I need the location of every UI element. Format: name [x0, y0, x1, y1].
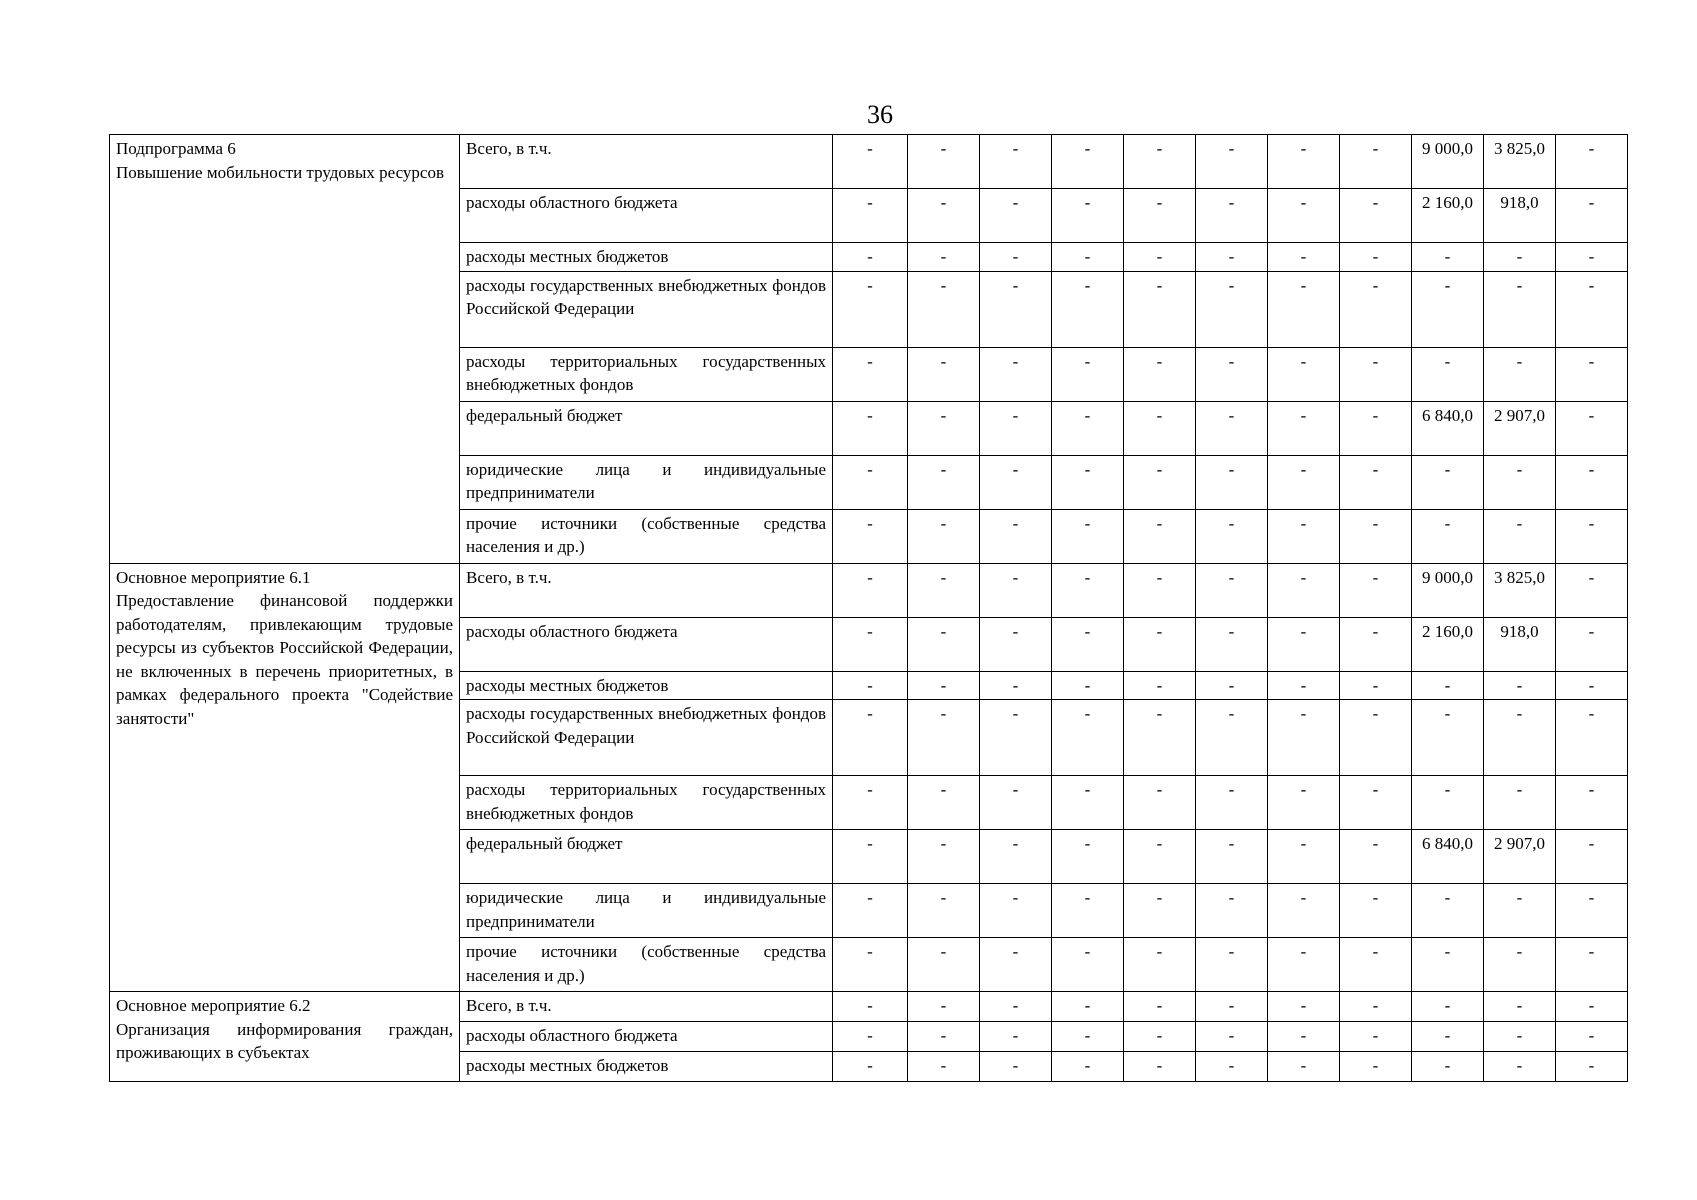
value-cell: -: [833, 938, 908, 992]
value-cell: -: [1052, 509, 1124, 563]
value-cell: -: [1196, 617, 1268, 671]
value-cell: -: [1124, 671, 1196, 700]
value-cell: -: [1268, 830, 1340, 884]
funding-source-cell: федеральный бюджет: [460, 401, 833, 455]
value-cell: -: [1268, 776, 1340, 830]
value-cell: -: [1268, 347, 1340, 401]
value-cell: -: [980, 1052, 1052, 1082]
value-cell: -: [1340, 830, 1412, 884]
value-cell: -: [1052, 830, 1124, 884]
value-cell: -: [833, 617, 908, 671]
value-cell: -: [1124, 563, 1196, 617]
value-cell: -: [833, 563, 908, 617]
value-cell: -: [1412, 271, 1484, 347]
value-cell: -: [980, 938, 1052, 992]
value-cell: -: [980, 243, 1052, 272]
funding-source-cell: расходы государственных внебюджетных фондов Российской Федерации: [460, 271, 833, 347]
funding-source-cell: юридические лица и индивидуальные предприниматели: [460, 455, 833, 509]
value-cell: 2 907,0: [1484, 401, 1556, 455]
value-cell: -: [1124, 617, 1196, 671]
value-cell: 9 000,0: [1412, 563, 1484, 617]
value-cell: -: [833, 401, 908, 455]
value-cell: 3 825,0: [1484, 135, 1556, 189]
value-cell: -: [833, 509, 908, 563]
value-cell: -: [1124, 401, 1196, 455]
value-cell: -: [980, 135, 1052, 189]
value-cell: -: [1196, 884, 1268, 938]
value-cell: -: [833, 455, 908, 509]
value-cell: -: [908, 135, 980, 189]
value-cell: -: [1556, 992, 1628, 1022]
value-cell: -: [1196, 401, 1268, 455]
value-cell: -: [908, 271, 980, 347]
value-cell: -: [980, 884, 1052, 938]
value-cell: -: [980, 347, 1052, 401]
value-cell: 918,0: [1484, 617, 1556, 671]
value-cell: -: [1268, 938, 1340, 992]
value-cell: -: [1340, 401, 1412, 455]
value-cell: -: [908, 189, 980, 243]
value-cell: -: [1340, 992, 1412, 1022]
value-cell: -: [833, 243, 908, 272]
value-cell: -: [1556, 700, 1628, 776]
value-cell: -: [1340, 1052, 1412, 1082]
funding-source-cell: Всего, в т.ч.: [460, 992, 833, 1022]
value-cell: -: [833, 271, 908, 347]
value-cell: -: [1556, 401, 1628, 455]
value-cell: -: [908, 1052, 980, 1082]
value-cell: -: [980, 1022, 1052, 1052]
value-cell: -: [1196, 455, 1268, 509]
value-cell: -: [1556, 1052, 1628, 1082]
value-cell: -: [1340, 776, 1412, 830]
value-cell: -: [1124, 1052, 1196, 1082]
value-cell: -: [1340, 617, 1412, 671]
value-cell: -: [1196, 271, 1268, 347]
value-cell: -: [1052, 671, 1124, 700]
value-cell: -: [980, 455, 1052, 509]
value-cell: -: [1196, 1052, 1268, 1082]
value-cell: -: [833, 884, 908, 938]
value-cell: -: [1484, 271, 1556, 347]
value-cell: -: [1196, 938, 1268, 992]
value-cell: -: [1268, 563, 1340, 617]
value-cell: -: [833, 830, 908, 884]
value-cell: -: [1556, 830, 1628, 884]
value-cell: -: [1484, 700, 1556, 776]
value-cell: -: [1268, 671, 1340, 700]
value-cell: -: [833, 1022, 908, 1052]
value-cell: -: [1052, 271, 1124, 347]
funding-source-cell: прочие источники (собственные средства населения и др.): [460, 938, 833, 992]
value-cell: -: [1412, 455, 1484, 509]
table-row: [110, 563, 1628, 617]
value-cell: -: [1340, 509, 1412, 563]
program-cell: [110, 992, 460, 1082]
value-cell: -: [1268, 992, 1340, 1022]
funding-source-cell: расходы территориальных государственных внебюджетных фондов: [460, 347, 833, 401]
value-cell: -: [1340, 135, 1412, 189]
value-cell: -: [980, 401, 1052, 455]
value-cell: -: [1196, 347, 1268, 401]
value-cell: -: [1556, 271, 1628, 347]
value-cell: 2 160,0: [1412, 189, 1484, 243]
value-cell: -: [1412, 509, 1484, 563]
value-cell: -: [1340, 884, 1412, 938]
value-cell: -: [1412, 243, 1484, 272]
value-cell: -: [1484, 509, 1556, 563]
value-cell: -: [1340, 189, 1412, 243]
value-cell: 9 000,0: [1412, 135, 1484, 189]
value-cell: -: [1340, 455, 1412, 509]
value-cell: -: [1196, 776, 1268, 830]
value-cell: -: [1484, 455, 1556, 509]
value-cell: -: [1484, 347, 1556, 401]
value-cell: -: [1052, 617, 1124, 671]
value-cell: -: [1412, 992, 1484, 1022]
value-cell: -: [1340, 347, 1412, 401]
value-cell: -: [980, 671, 1052, 700]
value-cell: -: [908, 700, 980, 776]
value-cell: 2 907,0: [1484, 830, 1556, 884]
value-cell: -: [1268, 189, 1340, 243]
value-cell: -: [1556, 135, 1628, 189]
value-cell: -: [980, 776, 1052, 830]
value-cell: -: [1196, 243, 1268, 272]
value-cell: 918,0: [1484, 189, 1556, 243]
value-cell: -: [908, 992, 980, 1022]
funding-source-cell: Всего, в т.ч.: [460, 135, 833, 189]
value-cell: -: [1268, 700, 1340, 776]
value-cell: -: [1196, 509, 1268, 563]
value-cell: -: [908, 671, 980, 700]
value-cell: -: [1052, 347, 1124, 401]
value-cell: -: [1052, 243, 1124, 272]
value-cell: -: [1124, 884, 1196, 938]
value-cell: -: [1268, 1052, 1340, 1082]
value-cell: -: [980, 617, 1052, 671]
value-cell: -: [1052, 1052, 1124, 1082]
value-cell: -: [908, 884, 980, 938]
value-cell: -: [1340, 563, 1412, 617]
value-cell: -: [980, 189, 1052, 243]
value-cell: -: [1124, 700, 1196, 776]
value-cell: -: [1124, 830, 1196, 884]
value-cell: -: [1556, 347, 1628, 401]
funding-source-cell: расходы местных бюджетов: [460, 1052, 833, 1082]
page-number: 36: [867, 100, 893, 129]
value-cell: -: [1556, 509, 1628, 563]
funding-source-cell: расходы областного бюджета: [460, 189, 833, 243]
value-cell: -: [1124, 347, 1196, 401]
program-cell: [110, 563, 460, 992]
value-cell: -: [1556, 884, 1628, 938]
value-cell: -: [1268, 401, 1340, 455]
value-cell: -: [1556, 455, 1628, 509]
funding-source-cell: юридические лица и индивидуальные предприниматели: [460, 884, 833, 938]
value-cell: -: [908, 243, 980, 272]
value-cell: -: [1196, 135, 1268, 189]
program-description: Повышение мобильности трудовых ресурсов: [116, 162, 444, 182]
value-cell: -: [1340, 700, 1412, 776]
value-cell: -: [980, 992, 1052, 1022]
budget-table: [109, 134, 1628, 1082]
value-cell: -: [1268, 509, 1340, 563]
value-cell: -: [980, 700, 1052, 776]
value-cell: -: [980, 563, 1052, 617]
value-cell: -: [1484, 938, 1556, 992]
value-cell: -: [908, 563, 980, 617]
value-cell: -: [1052, 135, 1124, 189]
funding-source-cell: расходы территориальных государственных внебюджетных фондов: [460, 776, 833, 830]
value-cell: -: [1340, 271, 1412, 347]
value-cell: -: [1124, 992, 1196, 1022]
value-cell: -: [833, 189, 908, 243]
program-description: Организация информирования граждан, проживающих в субъектах: [116, 1019, 453, 1062]
value-cell: -: [1052, 563, 1124, 617]
value-cell: -: [833, 671, 908, 700]
value-cell: -: [908, 830, 980, 884]
value-cell: -: [1124, 938, 1196, 992]
value-cell: 3 825,0: [1484, 563, 1556, 617]
value-cell: -: [1412, 347, 1484, 401]
value-cell: -: [1052, 776, 1124, 830]
value-cell: -: [908, 401, 980, 455]
value-cell: -: [908, 347, 980, 401]
value-cell: -: [1412, 884, 1484, 938]
value-cell: -: [1484, 1052, 1556, 1082]
value-cell: -: [1556, 617, 1628, 671]
value-cell: -: [1196, 189, 1268, 243]
value-cell: -: [1556, 243, 1628, 272]
value-cell: -: [1124, 271, 1196, 347]
value-cell: -: [1268, 271, 1340, 347]
value-cell: -: [1556, 189, 1628, 243]
value-cell: -: [1124, 189, 1196, 243]
value-cell: -: [1124, 135, 1196, 189]
value-cell: -: [980, 830, 1052, 884]
value-cell: -: [1124, 776, 1196, 830]
value-cell: -: [1412, 1022, 1484, 1052]
value-cell: -: [1196, 700, 1268, 776]
value-cell: -: [1124, 1022, 1196, 1052]
program-cell: [110, 135, 460, 564]
value-cell: -: [908, 617, 980, 671]
value-cell: -: [1196, 1022, 1268, 1052]
value-cell: -: [1340, 243, 1412, 272]
table-row: [110, 135, 1628, 189]
value-cell: -: [980, 509, 1052, 563]
value-cell: -: [1196, 830, 1268, 884]
table-row: [110, 992, 1628, 1022]
value-cell: -: [1196, 992, 1268, 1022]
program-title: Основное мероприятие 6.1: [116, 567, 311, 587]
value-cell: -: [1124, 455, 1196, 509]
funding-source-cell: расходы местных бюджетов: [460, 671, 833, 700]
value-cell: -: [1556, 938, 1628, 992]
value-cell: -: [908, 776, 980, 830]
funding-source-cell: расходы местных бюджетов: [460, 243, 833, 272]
program-title: Основное мероприятие 6.2: [116, 996, 311, 1015]
value-cell: -: [1484, 884, 1556, 938]
value-cell: -: [1556, 671, 1628, 700]
funding-source-cell: прочие источники (собственные средства населения и др.): [460, 509, 833, 563]
value-cell: -: [1052, 992, 1124, 1022]
value-cell: -: [1052, 401, 1124, 455]
funding-source-cell: Всего, в т.ч.: [460, 563, 833, 617]
value-cell: -: [980, 271, 1052, 347]
value-cell: -: [1268, 1022, 1340, 1052]
value-cell: -: [833, 1052, 908, 1082]
value-cell: -: [1196, 671, 1268, 700]
value-cell: -: [1052, 189, 1124, 243]
funding-source-cell: расходы областного бюджета: [460, 1022, 833, 1052]
value-cell: -: [1484, 776, 1556, 830]
value-cell: -: [1556, 776, 1628, 830]
value-cell: -: [1412, 938, 1484, 992]
value-cell: -: [1412, 671, 1484, 700]
value-cell: -: [908, 509, 980, 563]
value-cell: -: [1340, 1022, 1412, 1052]
table-body: [110, 135, 1628, 1082]
value-cell: 6 840,0: [1412, 830, 1484, 884]
funding-source-cell: федеральный бюджет: [460, 830, 833, 884]
value-cell: -: [1052, 455, 1124, 509]
program-description: Предоставление финансовой поддержки работодателям, привлекающим трудовые ресурсы из субъектов Российской Федерации, не включенных в перечень приоритетных, в рамках федерального проекта "Содействие занятости": [116, 591, 453, 728]
value-cell: -: [908, 455, 980, 509]
value-cell: -: [1052, 884, 1124, 938]
value-cell: -: [1340, 671, 1412, 700]
value-cell: -: [1340, 938, 1412, 992]
value-cell: -: [908, 938, 980, 992]
funding-source-cell: расходы государственных внебюджетных фондов Российской Федерации: [460, 700, 833, 776]
value-cell: -: [908, 1022, 980, 1052]
funding-source-cell: расходы областного бюджета: [460, 617, 833, 671]
value-cell: -: [1412, 1052, 1484, 1082]
value-cell: -: [1268, 455, 1340, 509]
value-cell: -: [1484, 992, 1556, 1022]
value-cell: -: [1268, 243, 1340, 272]
value-cell: -: [1412, 700, 1484, 776]
value-cell: -: [1052, 1022, 1124, 1052]
program-title: Подпрограмма 6: [116, 139, 236, 158]
value-cell: -: [833, 992, 908, 1022]
value-cell: 6 840,0: [1412, 401, 1484, 455]
value-cell: -: [833, 700, 908, 776]
value-cell: -: [1268, 617, 1340, 671]
value-cell: -: [1484, 671, 1556, 700]
value-cell: -: [1556, 1022, 1628, 1052]
value-cell: 2 160,0: [1412, 617, 1484, 671]
value-cell: -: [833, 135, 908, 189]
value-cell: -: [1484, 1022, 1556, 1052]
value-cell: -: [1484, 243, 1556, 272]
value-cell: -: [833, 347, 908, 401]
value-cell: -: [833, 776, 908, 830]
value-cell: -: [1268, 135, 1340, 189]
value-cell: -: [1196, 563, 1268, 617]
value-cell: -: [1556, 563, 1628, 617]
value-cell: -: [1052, 938, 1124, 992]
value-cell: -: [1268, 884, 1340, 938]
value-cell: -: [1412, 776, 1484, 830]
value-cell: -: [1124, 509, 1196, 563]
value-cell: -: [1052, 700, 1124, 776]
value-cell: -: [1124, 243, 1196, 272]
